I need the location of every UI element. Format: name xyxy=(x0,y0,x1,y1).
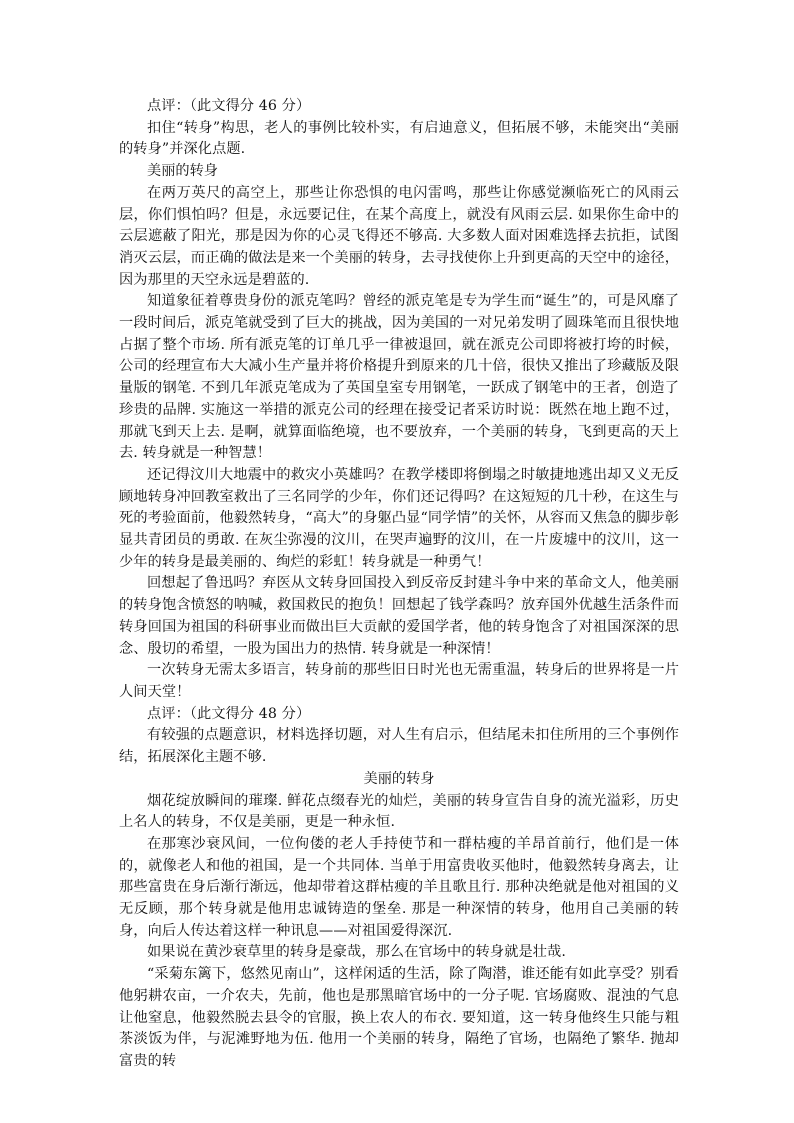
essay-paragraph: 回想起了鲁迅吗？弃医从文转身回国投入到反帝反封建斗争中来的革命文人，他美丽的转身饱含愤怒的呐喊，救国救民的抱负！回想起了钱学森吗？放弃国外优越生活条件而转身回国为祖国的科研事业而做出巨大贡献的爱国学者，他的转身饱含了对祖国深深的思念、殷切的希望，一股为国出力的热情. 转身就是一种深情！ xyxy=(119,575,679,657)
essay-paragraph: 在两万英尺的高空上，那些让你恐惧的电闪雷鸣，那些让你感觉濒临死亡的风雨云层，你们惧怕吗？但是，永远要记住，在某个高度上，就没有风雨云层. 如果你生命中的云层遮蔽了阳光，那是因为你的心灵飞得还不够高. 大多数人面对困难选择去抗拒，试图消灭云层，而正确的做法是来一个美丽的转身，去寻找使你上升到更高的天空中的途径，因为那里的天空永远是碧蓝的. xyxy=(119,184,679,288)
essay-paragraph: 烟花绽放瞬间的璀璨. 鲜花点缀春光的灿烂，美丽的转身宣告自身的流光溢彩，历史上名人的转身，不仅是美丽，更是一种永恒. xyxy=(119,792,679,831)
essay-paragraph: 如果说在黄沙衰草里的转身是豪哉，那么在官场中的转身就是壮哉. xyxy=(147,944,566,961)
essay-title-2: 美丽的转身 xyxy=(363,770,435,787)
review-heading-1: 点评：（此文得分 46 分） xyxy=(147,98,311,114)
review-comment-1: 扣住“转身”构思，老人的事例比较朴实，有启迪意义，但拓展不够，未能突出“美丽的转身”并深化点题. xyxy=(119,119,679,158)
essay-paragraph: 知道象征着尊贵身份的派克笔吗？曾经的派克笔是专为学生而“诞生”的，可是风靡了一段时间后，派克笔就受到了巨大的挑战，因为美国的一对兄弟发明了圆珠笔而且很快地占据了整个市场. 所有派克笔的订单几乎一律被退回，就在派克公司即将被打垮的时候，公司的经理宣布大大减小生产量并将价格提升到原来的几十倍，很快又推出了珍藏版及限量版的钢笔. 不到几年派克笔成为了英国皇室专用钢笔，一跃成了钢笔中的王者，创造了珍贵的品牌. 实施这一举措的派克公司的经理在接受记者采访时说：既然在地上跑不过，那就飞到天上去. 是啊，就算面临绝境，也不要放弃，一个美丽的转身，飞到更高的天上去. 转身就是一种智慧！ xyxy=(119,293,679,462)
essay-paragraph: 一次转身无需太多语言，转身前的那些旧日时光也无需重温，转身后的世界将是一片人间天堂！ xyxy=(119,662,679,700)
essay-paragraph: 在那寒沙衰风间，一位佝偻的老人手持使节和一群枯瘦的羊昂首前行，他们是一体的，就像老人和他的祖国，是一个共同体. 当单于用富贵收买他时，他毅然转身离去，让那些富贵在身后渐行渐远，他却带着这群枯瘦的羊且歌且行. 那种决绝就是他对祖国的义无反顾，那个转身就是他用忠诚铸造的堡垒. 那是一种深情的转身，他用自己美丽的转身，向后人传达着这样一种讯息——对祖国爱得深沉. xyxy=(119,835,679,939)
document-page xyxy=(119,96,679,1073)
review-heading-2: 点评：（此文得分 48 分） xyxy=(147,705,311,722)
review-comment-2: 有较强的点题意识，材料选择切题，对人生有启示，但结尾未扣住所用的三个事例作结，拓展深化主题不够. xyxy=(119,727,679,766)
essay-title-1: 美丽的转身 xyxy=(147,163,218,180)
essay-paragraph: 还记得汶川大地震中的救灾小英雄吗？在教学楼即将倒塌之时敏捷地逃出却又义无反顾地转身冲回教室救出了三名同学的少年，你们还记得吗？在这短短的几十秒，在这生与死的考验面前，他毅然转身，“高大”的身躯凸显“同学情”的关怀，从容而又焦急的脚步彰显共青团员的勇敢. 在灰尘弥漫的汶川，在哭声遍野的汶川，在一片废墟中的汶川，这一少年的转身是最美丽的、绚烂的彩虹！转身就是一种勇气！ xyxy=(119,466,679,570)
essay-paragraph: “采菊东篱下，悠然见南山”，这样闲适的生活，除了陶潜，谁还能有如此享受？别看他躬耕农亩，一介农夫，先前，他也是那黑暗官场中的一分子呢. 官场腐败、混浊的气息让他窒息，他毅然脱去县令的官服，换上农人的布衣. 要知道，这一转身他终生只能与粗茶淡饭为伴，与泥滩野地为伍. 他用一个美丽的转身，隔绝了官场，也隔绝了繁华. 抛却富贵的转 xyxy=(119,966,679,1069)
